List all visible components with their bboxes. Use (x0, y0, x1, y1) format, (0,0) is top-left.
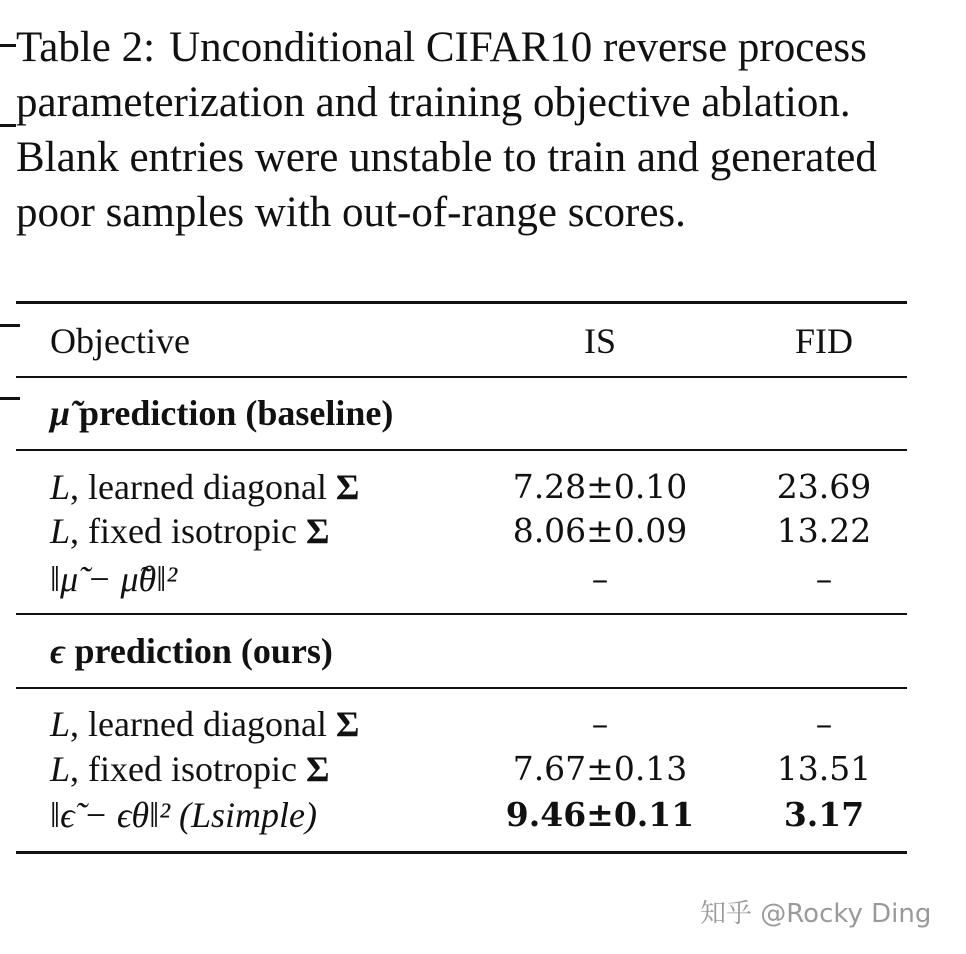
top-rule (16, 301, 907, 304)
is-cell: 8.06±0.09 (512, 511, 688, 550)
table-row (0, 701, 966, 747)
is-cell: 7.67±0.13 (512, 749, 688, 788)
is-cell: – (591, 704, 609, 743)
caption-text: Unconditional CIFAR10 reverse process parameterization and training objective ablation. Blank entries were unstable to train and generated poor samples with out-of-range scores. (16, 24, 877, 236)
watermark: 知乎 @Rocky Ding (700, 899, 932, 929)
mu-tilde-symbol: μ̃ (50, 393, 71, 433)
table-row (0, 464, 966, 510)
section-heading-ours (0, 628, 966, 674)
header-rule (16, 376, 907, 378)
is-cell: 7.28±0.10 (512, 467, 688, 506)
caption-label: Table 2: (16, 24, 156, 71)
fid-cell: 13.22 (776, 511, 872, 550)
section-title: prediction (ours) (74, 631, 333, 671)
objective-cell: L, learned diagonal Σ (50, 704, 360, 744)
table-row (0, 556, 966, 602)
objective-cell: ‖ϵ̃ − ϵθ‖² (Lsimple) (50, 795, 317, 835)
table-caption (16, 20, 916, 240)
section-rule (16, 449, 907, 451)
header-is: IS (583, 321, 617, 361)
fid-cell: 13.51 (776, 749, 872, 788)
header-row (0, 318, 966, 364)
fid-cell: 23.69 (776, 467, 872, 506)
is-cell-best: 9.46±0.11 (505, 795, 695, 834)
header-objective: Objective (50, 321, 190, 361)
fid-cell-best: 3.17 (783, 795, 865, 834)
header-fid: FID (794, 321, 854, 361)
is-cell: – (591, 559, 609, 598)
edge-mark (0, 124, 16, 127)
table-row (0, 508, 966, 554)
section-title: prediction (baseline) (79, 393, 394, 433)
objective-cell: L, fixed isotropic Σ (50, 511, 330, 551)
objective-cell: L, learned diagonal Σ (50, 467, 360, 507)
table-row (0, 746, 966, 792)
section-rule (16, 687, 907, 689)
objective-cell: L, fixed isotropic Σ (50, 749, 330, 789)
table-row (0, 792, 966, 838)
fid-cell: – (815, 559, 833, 598)
fid-cell: – (815, 704, 833, 743)
edge-mark (0, 44, 16, 47)
section-heading-baseline (0, 390, 966, 436)
epsilon-symbol: ϵ (50, 631, 66, 671)
section-rule (16, 613, 907, 615)
objective-cell: ‖μ̃ − μ̃θ‖² (50, 559, 178, 599)
bottom-rule (16, 851, 907, 854)
